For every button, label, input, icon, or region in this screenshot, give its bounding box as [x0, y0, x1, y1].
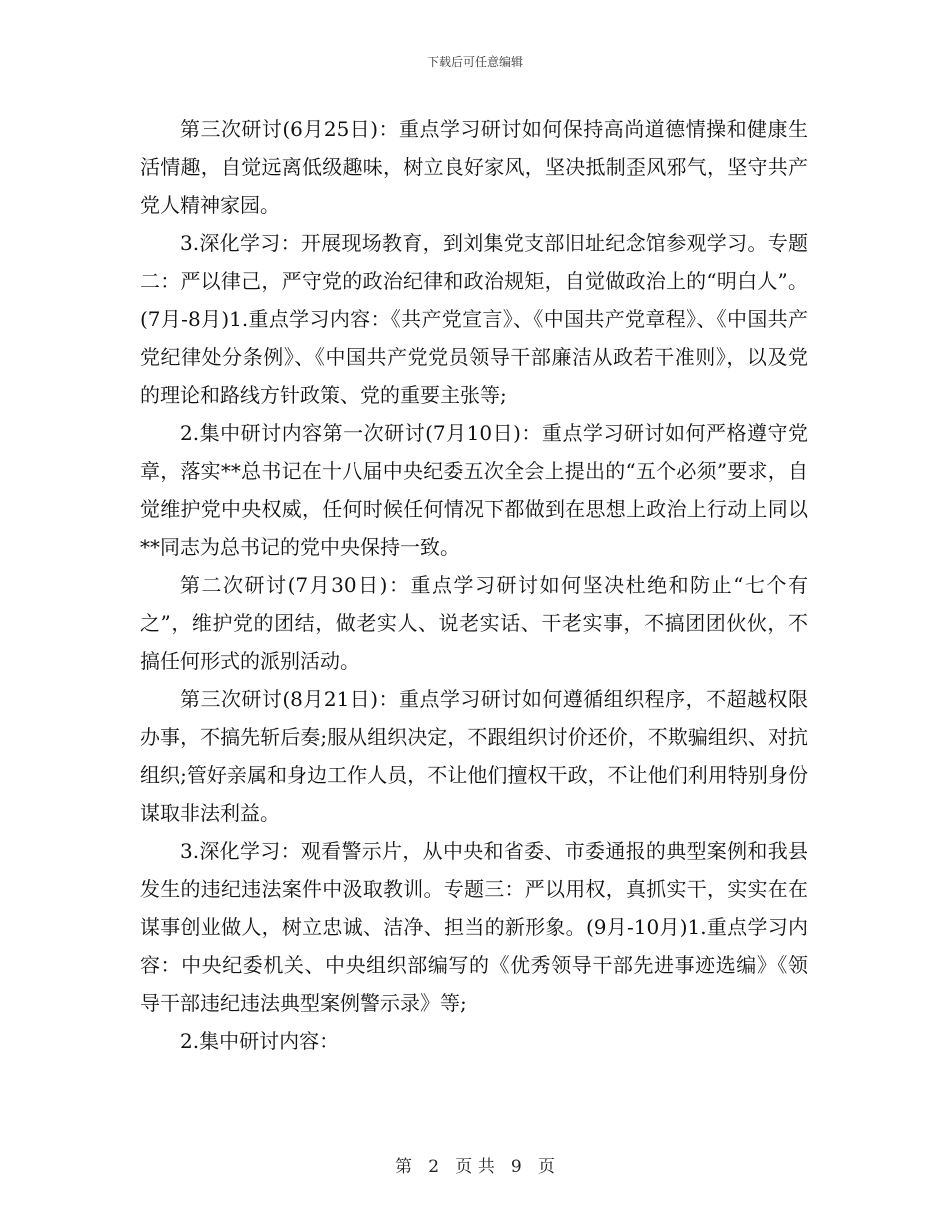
paragraph: 3.深化学习：观看警示片，从中央和省委、市委通报的典型案例和我县发生的违纪违法案件中汲取教训。专题三：严以用权，真抓实干，实实在在谋事创业做人，树立忠诚、洁净、担当的新形象。(9月-10月)1.重点学习内容：中央纪委机关、中央组织部编写的《优秀领导干部先进事迹选编》《领导干部违纪违法典型案例警示录》等;: [140, 839, 808, 1015]
page-header: 下载后可任意编辑: [426, 55, 523, 69]
page-label-prefix: 第: [395, 1157, 413, 1177]
document-body: [140, 110, 808, 1060]
page-footer: [0, 1156, 950, 1178]
paragraph: 2.集中研讨内容：: [180, 1029, 340, 1053]
page-label-suffix: 页: [537, 1157, 555, 1177]
paragraph: 第二次研讨(7月30日)：重点学习研讨如何坚决杜绝和防止“七个有之”，维护党的团结，做老实人、说老实话、干老实事，不搞团团伙伙，不搞任何形式的派别活动。: [140, 573, 808, 673]
paragraph: 第三次研讨(6月25日)：重点学习研讨如何保持高尚道德情操和健康生活情趣，自觉远离低级趣味，树立良好家风，坚决抵制歪风邪气，坚守共产党人精神家园。: [140, 117, 808, 217]
current-page-number: 2: [428, 1157, 440, 1177]
paragraph: 第三次研讨(8月21日)：重点学习研讨如何遵循组织程序，不超越权限办事，不搞先斩后奏;服从组织决定，不跟组织讨价还价，不欺骗组织、对抗组织;管好亲属和身边工作人员，不让他们擅权干政，不让他们利用特别身份谋取非法利益。: [140, 687, 808, 825]
page-label-mid: 页 共: [455, 1157, 495, 1177]
total-pages-number: 9: [510, 1157, 522, 1177]
paragraph: 2.集中研讨内容第一次研讨(7月10日)：重点学习研讨如何严格遵守党章，落实**总书记在十八届中央纪委五次全会上提出的“五个必须”要求，自觉维护党中央权威，任何时候任何情况下都做到在思想上政治上行动上同以**同志为总书记的党中央保持一致。: [140, 421, 808, 559]
paragraph: 3.深化学习：开展现场教育，到刘集党支部旧址纪念馆参观学习。专题二：严以律己，严守党的政治纪律和政治规矩，自觉做政治上的“明白人”。(7月-8月)1.重点学习内容：《共产党宣言》、《中国共产党章程》、《中国共产党纪律处分条例》、《中国共产党党员领导干部廉洁从政若干准则》，以及党的理论和路线方针政策、党的重要主张等;: [140, 231, 808, 407]
